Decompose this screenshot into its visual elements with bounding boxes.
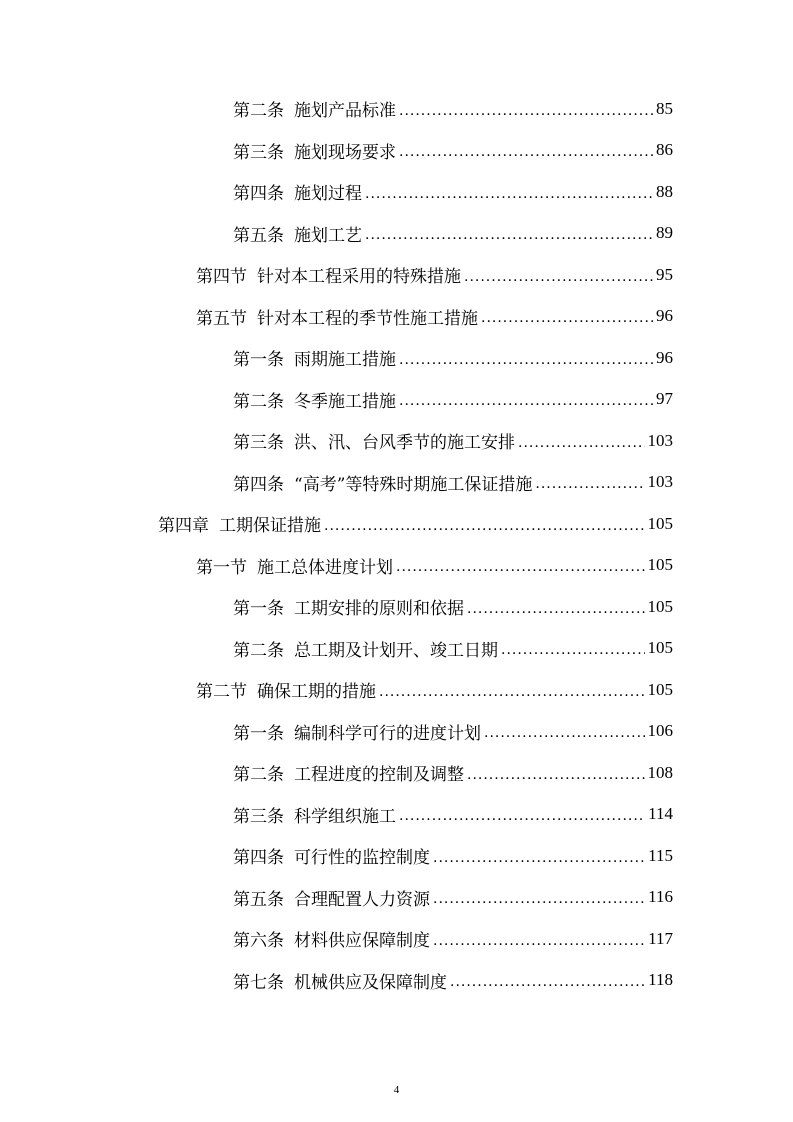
toc-entry-page: 106 [647, 721, 673, 741]
page-number: 4 [393, 1084, 400, 1096]
toc-leader-dots [501, 642, 645, 658]
toc-entry-page: 96 [656, 347, 673, 367]
toc-entry-number: 第一条 [233, 599, 284, 620]
toc-entry[interactable] [0, 545, 793, 587]
toc-entry[interactable] [0, 918, 793, 960]
toc-entry-page: 117 [648, 928, 673, 948]
toc-entry[interactable] [0, 296, 793, 338]
toc-leader-dots [399, 808, 645, 824]
toc-entry-number: 第五条 [233, 889, 284, 910]
toc-entry-number: 第四条 [233, 184, 284, 205]
toc-leader-dots [450, 974, 645, 990]
toc-entry[interactable] [0, 420, 793, 462]
toc-entry-title: 工期保证措施 [219, 516, 321, 537]
toc-entry-number: 第四章 [158, 516, 209, 537]
toc-entry-page: 95 [656, 264, 673, 284]
toc-leader-dots [399, 393, 653, 409]
toc-entry-page: 105 [647, 596, 673, 616]
toc-leader-dots [535, 476, 644, 492]
toc-entry-title: 冬季施工措施 [294, 391, 396, 412]
toc-entry-title: 施划过程 [294, 184, 362, 205]
toc-leader-dots [396, 559, 645, 575]
toc-entry[interactable] [0, 130, 793, 172]
toc-leader-dots [399, 144, 653, 160]
toc-entry-title: 施划现场要求 [294, 142, 396, 163]
toc-entry[interactable] [0, 462, 793, 504]
toc-entry-title: “高考”等特殊时期施工保证措施 [294, 474, 533, 495]
toc-entry[interactable] [0, 794, 793, 836]
toc-entry-page: 115 [648, 845, 673, 865]
toc-entry[interactable] [0, 752, 793, 794]
table-of-contents [0, 88, 793, 1001]
toc-entry-page: 86 [656, 140, 673, 160]
toc-entry[interactable] [0, 379, 793, 421]
toc-entry-title: 总工期及计划开、竣工日期 [294, 640, 498, 661]
toc-entry-page: 105 [647, 638, 673, 658]
toc-entry-title: 材料供应保障制度 [294, 931, 430, 952]
toc-leader-dots [324, 518, 645, 534]
toc-leader-dots [433, 891, 645, 907]
toc-entry-number: 第七条 [233, 972, 284, 993]
toc-entry-title: 编制科学可行的进度计划 [294, 723, 481, 744]
toc-leader-dots [464, 269, 653, 285]
toc-entry-number: 第四条 [233, 474, 284, 495]
toc-entry-page: 88 [656, 181, 673, 201]
toc-entry-number: 第五节 [196, 308, 247, 329]
toc-entry-number: 第三条 [233, 142, 284, 163]
toc-entry-number: 第二条 [233, 765, 284, 786]
toc-leader-dots [365, 227, 653, 243]
toc-entry[interactable] [0, 711, 793, 753]
toc-entry-number: 第六条 [233, 931, 284, 952]
toc-entry-page: 85 [656, 98, 673, 118]
toc-entry[interactable] [0, 877, 793, 919]
toc-entry[interactable] [0, 628, 793, 670]
toc-entry-number: 第四条 [233, 848, 284, 869]
toc-entry-page: 105 [647, 555, 673, 575]
toc-entry-page: 114 [648, 804, 673, 824]
toc-entry-page: 89 [656, 223, 673, 243]
toc-entry-number: 第二条 [233, 391, 284, 412]
toc-entry-number: 第三条 [233, 433, 284, 454]
toc-entry-number: 第一节 [196, 557, 247, 578]
toc-entry-title: 合理配置人力资源 [294, 889, 430, 910]
toc-entry[interactable] [0, 960, 793, 1002]
toc-entry-title: 科学组织施工 [294, 806, 396, 827]
toc-entry-title: 工程进度的控制及调整 [294, 765, 464, 786]
toc-entry-page: 108 [647, 762, 673, 782]
toc-entry[interactable] [0, 586, 793, 628]
toc-leader-dots [481, 310, 653, 326]
toc-leader-dots [467, 601, 645, 617]
toc-entry-title: 施工总体进度计划 [257, 557, 393, 578]
toc-entry[interactable] [0, 835, 793, 877]
toc-leader-dots [399, 103, 653, 119]
toc-entry-title: 确保工期的措施 [257, 682, 376, 703]
toc-entry-title: 施划工艺 [294, 225, 362, 246]
toc-entry-title: 雨期施工措施 [294, 350, 396, 371]
toc-entry[interactable] [0, 669, 793, 711]
toc-entry[interactable] [0, 503, 793, 545]
toc-leader-dots [484, 725, 645, 741]
toc-entry-title: 针对本工程采用的特殊措施 [257, 267, 461, 288]
toc-entry-number: 第五条 [233, 225, 284, 246]
toc-entry[interactable] [0, 88, 793, 130]
toc-entry[interactable] [0, 213, 793, 255]
toc-entry-page: 96 [656, 306, 673, 326]
toc-entry-page: 118 [648, 970, 673, 990]
toc-leader-dots [518, 435, 645, 451]
toc-entry-title: 施划产品标准 [294, 101, 396, 122]
toc-entry-title: 机械供应及保障制度 [294, 972, 447, 993]
toc-leader-dots [467, 767, 645, 783]
toc-leader-dots [399, 352, 653, 368]
toc-entry-page: 105 [647, 679, 673, 699]
toc-entry-page: 105 [647, 513, 673, 533]
toc-leader-dots [365, 186, 653, 202]
toc-entry-title: 工期安排的原则和依据 [294, 599, 464, 620]
toc-entry-number: 第二节 [196, 682, 247, 703]
toc-entry-page: 116 [648, 887, 673, 907]
toc-leader-dots [379, 684, 645, 700]
toc-entry[interactable] [0, 337, 793, 379]
toc-entry-number: 第二条 [233, 640, 284, 661]
toc-entry-title: 针对本工程的季节性施工措施 [257, 308, 478, 329]
toc-entry-number: 第四节 [196, 267, 247, 288]
toc-entry[interactable] [0, 171, 793, 213]
toc-leader-dots [433, 850, 645, 866]
toc-entry-number: 第三条 [233, 806, 284, 827]
toc-leader-dots [433, 933, 645, 949]
toc-entry-title: 洪、汛、台风季节的施工安排 [294, 433, 515, 454]
toc-entry-page: 103 [647, 472, 673, 492]
toc-entry[interactable] [0, 254, 793, 296]
toc-entry-page: 103 [647, 430, 673, 450]
toc-entry-page: 97 [656, 389, 673, 409]
toc-entry-number: 第一条 [233, 723, 284, 744]
toc-entry-title: 可行性的监控制度 [294, 848, 430, 869]
toc-entry-number: 第二条 [233, 101, 284, 122]
toc-entry-number: 第一条 [233, 350, 284, 371]
